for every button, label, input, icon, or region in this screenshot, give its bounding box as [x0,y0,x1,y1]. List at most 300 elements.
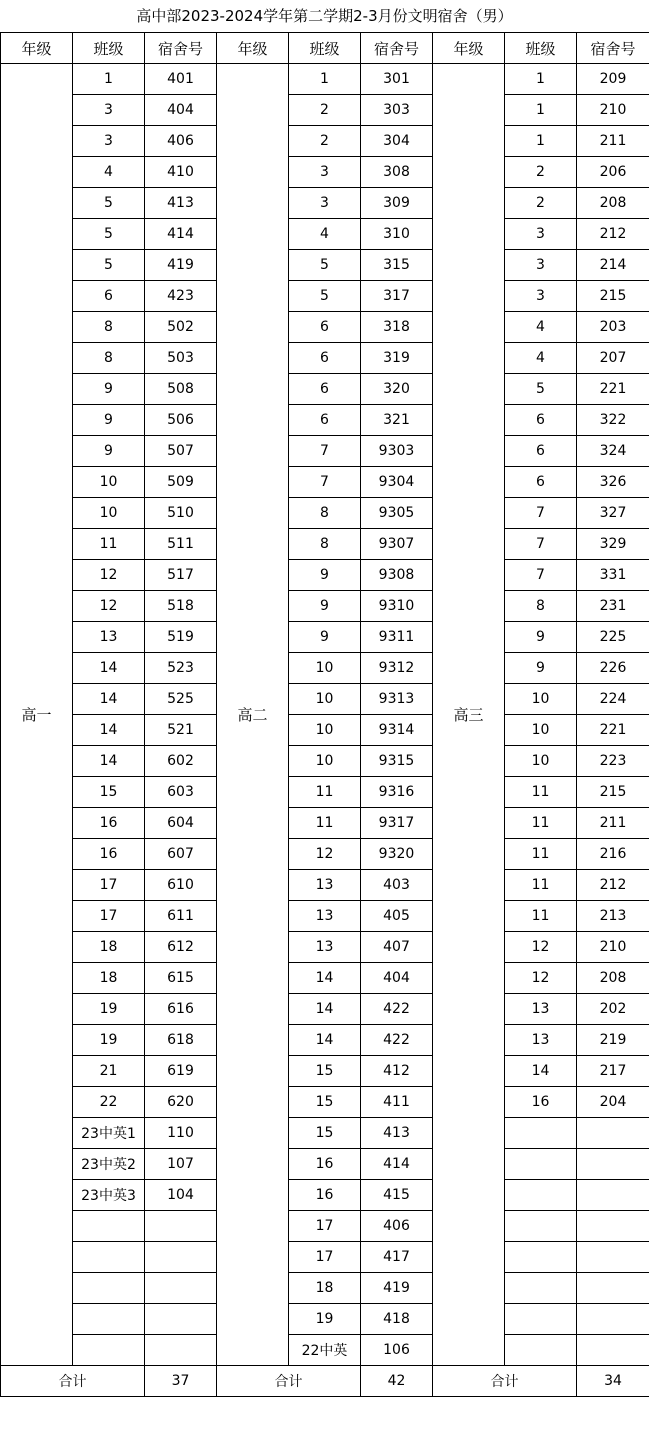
class-cell [73,1335,145,1366]
class-cell: 13 [289,932,361,963]
dorm-cell [577,1180,649,1211]
class-cell: 14 [289,1025,361,1056]
table-row [1,994,649,1025]
dorm-cell: 508 [145,374,217,405]
class-cell: 14 [289,994,361,1025]
dorm-cell: 210 [577,932,649,963]
table-row [1,1149,649,1180]
dorm-cell: 403 [361,870,433,901]
class-cell: 2 [505,188,577,219]
dorm-cell: 315 [361,250,433,281]
class-cell: 8 [73,343,145,374]
total-label: 合计 [1,1366,145,1397]
class-cell: 13 [73,622,145,653]
class-cell: 12 [505,963,577,994]
class-cell: 9 [505,622,577,653]
dorm-cell: 304 [361,126,433,157]
class-cell: 13 [505,1025,577,1056]
table-row [1,963,649,994]
dorm-cell: 412 [361,1056,433,1087]
dorm-cell: 415 [361,1180,433,1211]
class-cell: 7 [505,529,577,560]
dorm-cell: 215 [577,777,649,808]
table-row [1,157,649,188]
class-cell: 19 [73,1025,145,1056]
class-cell: 14 [73,653,145,684]
dorm-cell: 407 [361,932,433,963]
class-cell: 12 [73,560,145,591]
dorm-cell [577,1304,649,1335]
dorm-cell: 9304 [361,467,433,498]
class-cell: 10 [505,746,577,777]
dorm-cell: 104 [145,1180,217,1211]
class-cell: 11 [505,839,577,870]
dorm-cell: 212 [577,870,649,901]
table-row [1,312,649,343]
class-cell: 16 [505,1087,577,1118]
class-cell: 10 [289,653,361,684]
dorm-cell: 525 [145,684,217,715]
table-row [1,653,649,684]
grade-header: 年级 [433,33,505,64]
class-cell: 6 [505,436,577,467]
dorm-cell: 303 [361,95,433,126]
dorm-cell: 406 [361,1211,433,1242]
table-row [1,808,649,839]
class-cell: 9 [73,374,145,405]
class-cell: 6 [289,374,361,405]
dorm-cell: 405 [361,901,433,932]
dorm-cell: 619 [145,1056,217,1087]
table-row [1,622,649,653]
class-cell [505,1273,577,1304]
dorm-cell: 9317 [361,808,433,839]
class-cell: 12 [289,839,361,870]
dorm-cell [577,1211,649,1242]
dorm-cell: 206 [577,157,649,188]
dorm-cell: 503 [145,343,217,374]
dorm-cell: 319 [361,343,433,374]
class-cell: 8 [505,591,577,622]
dorm-cell: 209 [577,64,649,95]
dorm-cell: 327 [577,498,649,529]
dorm-table [0,32,649,1397]
dorm-cell: 9311 [361,622,433,653]
table-row [1,901,649,932]
grade-label: 高二 [217,64,289,1366]
dorm-cell: 422 [361,1025,433,1056]
dorm-cell: 224 [577,684,649,715]
dorm-cell: 9313 [361,684,433,715]
dorm-cell: 419 [361,1273,433,1304]
dorm-cell: 9314 [361,715,433,746]
table-row [1,839,649,870]
class-cell: 22中英 [289,1335,361,1366]
dorm-cell: 507 [145,436,217,467]
class-cell: 9 [505,653,577,684]
table-row [1,343,649,374]
table-row [1,467,649,498]
table-row [1,498,649,529]
class-cell: 8 [289,498,361,529]
dorm-cell: 9320 [361,839,433,870]
class-cell: 1 [289,64,361,95]
class-cell: 13 [289,901,361,932]
total-row [1,1366,649,1397]
dorm-cell: 322 [577,405,649,436]
table-row [1,1304,649,1335]
table-row [1,715,649,746]
class-cell: 23中英2 [73,1149,145,1180]
dorm-cell: 9312 [361,653,433,684]
class-cell: 10 [505,684,577,715]
dorm-cell: 301 [361,64,433,95]
class-cell: 5 [505,374,577,405]
table-row [1,436,649,467]
dorm-cell: 9305 [361,498,433,529]
table-row [1,777,649,808]
dorm-cell: 413 [361,1118,433,1149]
class-cell [505,1335,577,1366]
class-cell: 6 [505,467,577,498]
dorm-cell: 511 [145,529,217,560]
class-cell: 3 [505,219,577,250]
class-cell: 4 [289,219,361,250]
dorm-cell: 418 [361,1304,433,1335]
table-row [1,374,649,405]
table-row [1,1211,649,1242]
class-cell: 5 [289,281,361,312]
table-row [1,1242,649,1273]
dorm-cell: 414 [361,1149,433,1180]
dorm-cell: 324 [577,436,649,467]
class-cell: 10 [289,684,361,715]
class-cell: 15 [289,1056,361,1087]
table-row [1,281,649,312]
class-cell: 11 [505,777,577,808]
total-value-grade-1: 37 [145,1366,217,1397]
grade-header: 年级 [1,33,73,64]
class-cell: 1 [73,64,145,95]
dorm-cell: 510 [145,498,217,529]
class-cell: 19 [73,994,145,1025]
class-cell [505,1304,577,1335]
class-cell: 10 [73,498,145,529]
dorm-cell: 406 [145,126,217,157]
class-cell [73,1304,145,1335]
dorm-cell: 410 [145,157,217,188]
dorm-cell: 414 [145,219,217,250]
class-cell: 3 [505,281,577,312]
dorm-cell: 9310 [361,591,433,622]
header-row [1,33,649,64]
class-cell: 18 [73,932,145,963]
class-cell: 16 [289,1180,361,1211]
dorm-cell: 611 [145,901,217,932]
dorm-cell: 422 [361,994,433,1025]
class-cell: 5 [73,250,145,281]
total-value-grade-2: 42 [361,1366,433,1397]
class-cell [73,1273,145,1304]
dorm-cell: 413 [145,188,217,219]
class-cell: 23中英1 [73,1118,145,1149]
dorm-cell: 226 [577,653,649,684]
dorm-cell: 211 [577,126,649,157]
class-cell: 15 [73,777,145,808]
class-cell: 17 [73,901,145,932]
dorm-cell: 217 [577,1056,649,1087]
dorm-cell: 423 [145,281,217,312]
dorm-cell: 618 [145,1025,217,1056]
dorm-header: 宿舍号 [145,33,217,64]
class-cell: 7 [505,498,577,529]
class-cell: 14 [73,684,145,715]
page-title: 高中部2023-2024学年第二学期2-3月份文明宿舍（男） [136,7,513,25]
table-row [1,1056,649,1087]
dorm-cell: 419 [145,250,217,281]
class-cell: 8 [73,312,145,343]
dorm-cell: 9307 [361,529,433,560]
dorm-cell: 329 [577,529,649,560]
class-cell: 4 [505,312,577,343]
dorm-cell: 615 [145,963,217,994]
dorm-cell: 620 [145,1087,217,1118]
table-row [1,1087,649,1118]
class-cell: 3 [289,188,361,219]
dorm-cell: 214 [577,250,649,281]
class-cell: 9 [289,622,361,653]
grade-label: 高三 [433,64,505,1366]
dorm-cell: 320 [361,374,433,405]
class-cell: 6 [289,405,361,436]
dorm-cell: 603 [145,777,217,808]
class-cell: 6 [505,405,577,436]
dorm-cell: 204 [577,1087,649,1118]
class-cell: 11 [505,870,577,901]
class-cell: 17 [289,1242,361,1273]
class-cell: 13 [505,994,577,1025]
class-cell: 5 [73,219,145,250]
dorm-cell: 602 [145,746,217,777]
dorm-cell [577,1242,649,1273]
class-cell: 6 [289,312,361,343]
class-cell: 23中英3 [73,1180,145,1211]
table-row [1,405,649,436]
table-row [1,188,649,219]
class-cell: 1 [505,126,577,157]
table-row [1,126,649,157]
dorm-cell: 211 [577,808,649,839]
dorm-cell: 9308 [361,560,433,591]
dorm-cell: 203 [577,312,649,343]
dorm-cell: 517 [145,560,217,591]
class-cell: 6 [289,343,361,374]
total-label: 合计 [433,1366,577,1397]
class-cell: 4 [73,157,145,188]
table-row [1,1025,649,1056]
dorm-cell: 502 [145,312,217,343]
dorm-cell: 219 [577,1025,649,1056]
class-cell: 9 [289,560,361,591]
dorm-cell: 518 [145,591,217,622]
dorm-cell: 509 [145,467,217,498]
class-cell: 5 [73,188,145,219]
table-row [1,219,649,250]
table-row [1,932,649,963]
table-row [1,250,649,281]
dorm-cell: 107 [145,1149,217,1180]
class-cell: 8 [289,529,361,560]
class-cell: 10 [505,715,577,746]
dorm-cell [577,1335,649,1366]
class-header: 班级 [289,33,361,64]
dorm-cell: 215 [577,281,649,312]
grade-header: 年级 [217,33,289,64]
dorm-cell: 221 [577,374,649,405]
dorm-cell: 208 [577,188,649,219]
dorm-cell: 521 [145,715,217,746]
table-row [1,746,649,777]
class-cell: 21 [73,1056,145,1087]
class-cell: 13 [289,870,361,901]
dorm-cell: 604 [145,808,217,839]
dorm-cell: 223 [577,746,649,777]
class-cell [505,1118,577,1149]
table-row [1,684,649,715]
class-cell: 4 [505,343,577,374]
dorm-cell: 210 [577,95,649,126]
class-cell: 10 [289,715,361,746]
dorm-cell: 310 [361,219,433,250]
class-cell: 16 [73,839,145,870]
dorm-cell: 9303 [361,436,433,467]
class-cell: 3 [289,157,361,188]
class-cell [505,1180,577,1211]
class-header: 班级 [505,33,577,64]
table-row [1,1118,649,1149]
class-cell: 17 [73,870,145,901]
dorm-cell: 506 [145,405,217,436]
class-cell: 11 [73,529,145,560]
class-cell: 15 [289,1087,361,1118]
dorm-cell: 519 [145,622,217,653]
class-cell: 10 [289,746,361,777]
dorm-cell: 231 [577,591,649,622]
class-header: 班级 [73,33,145,64]
class-cell: 9 [73,436,145,467]
class-cell [73,1242,145,1273]
class-cell: 2 [289,126,361,157]
grade-label: 高一 [1,64,73,1366]
dorm-cell [145,1242,217,1273]
class-cell: 11 [505,901,577,932]
dorm-header: 宿舍号 [361,33,433,64]
table-body [1,64,649,1366]
dorm-cell: 106 [361,1335,433,1366]
dorm-cell: 317 [361,281,433,312]
class-cell: 5 [289,250,361,281]
class-cell: 12 [505,932,577,963]
class-cell: 22 [73,1087,145,1118]
class-cell: 7 [289,467,361,498]
class-cell: 9 [289,591,361,622]
dorm-cell: 326 [577,467,649,498]
dorm-cell: 404 [145,95,217,126]
class-cell: 3 [73,126,145,157]
dorm-cell: 213 [577,901,649,932]
class-cell [505,1211,577,1242]
dorm-cell: 207 [577,343,649,374]
class-cell: 18 [73,963,145,994]
total-value-grade-3: 34 [577,1366,649,1397]
dorm-cell: 208 [577,963,649,994]
dorm-cell: 202 [577,994,649,1025]
class-cell: 1 [505,64,577,95]
table-row [1,64,649,95]
dorm-cell: 221 [577,715,649,746]
class-cell: 18 [289,1273,361,1304]
dorm-cell: 225 [577,622,649,653]
class-cell: 7 [505,560,577,591]
dorm-cell: 401 [145,64,217,95]
table-row [1,591,649,622]
table-row [1,560,649,591]
dorm-cell: 9315 [361,746,433,777]
table-row [1,1273,649,1304]
class-cell: 12 [73,591,145,622]
class-cell: 3 [505,250,577,281]
class-cell: 7 [289,436,361,467]
dorm-cell [577,1149,649,1180]
dorm-cell: 411 [361,1087,433,1118]
dorm-cell: 9316 [361,777,433,808]
dorm-cell: 607 [145,839,217,870]
dorm-cell: 309 [361,188,433,219]
dorm-cell: 308 [361,157,433,188]
class-cell: 16 [289,1149,361,1180]
class-cell: 14 [73,746,145,777]
dorm-header: 宿舍号 [577,33,649,64]
class-cell [505,1149,577,1180]
dorm-cell: 523 [145,653,217,684]
class-cell: 3 [73,95,145,126]
total-label: 合计 [217,1366,361,1397]
class-cell: 14 [73,715,145,746]
dorm-cell: 616 [145,994,217,1025]
dorm-cell: 610 [145,870,217,901]
class-cell [73,1211,145,1242]
dorm-cell [577,1273,649,1304]
dorm-cell [577,1118,649,1149]
dorm-cell: 321 [361,405,433,436]
class-cell: 16 [73,808,145,839]
class-cell: 2 [289,95,361,126]
dorm-cell: 318 [361,312,433,343]
dorm-cell: 404 [361,963,433,994]
table-row [1,1335,649,1366]
class-cell: 14 [505,1056,577,1087]
class-cell [505,1242,577,1273]
class-cell: 1 [505,95,577,126]
dorm-cell [145,1211,217,1242]
dorm-cell [145,1304,217,1335]
class-cell: 11 [289,808,361,839]
class-cell: 9 [73,405,145,436]
dorm-cell [145,1273,217,1304]
table-row [1,529,649,560]
class-cell: 15 [289,1118,361,1149]
table-row [1,1180,649,1211]
